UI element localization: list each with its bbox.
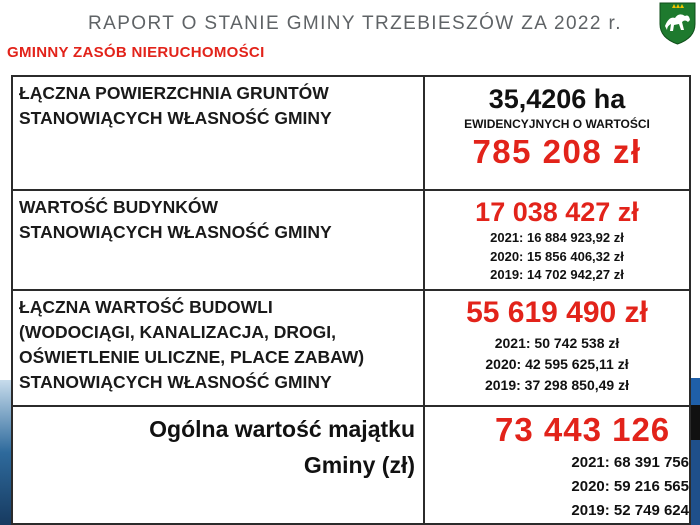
coat-of-arms-icon [655, 0, 700, 45]
history-2019: 2019: 52 749 624 [571, 502, 689, 519]
label-line: WARTOŚĆ BUDYNKÓW [19, 197, 218, 217]
history-2021: 2021: 50 742 538 zł [494, 335, 620, 351]
row-value-cell [424, 190, 690, 290]
label-line: ŁĄCZNA WARTOŚĆ BUDOWLI [19, 297, 273, 317]
section-subtitle: GMINNY ZASÓB NIERUCHOMOŚCI [7, 44, 265, 61]
row-label [12, 290, 424, 406]
structures-value: 55 619 490 zł [466, 296, 648, 329]
label-line: STANOWIĄCYCH WŁASNOŚĆ GMINY [19, 108, 332, 128]
area-caption: EWIDENCYJNYCH O WARTOŚCI [464, 117, 650, 131]
history-2020: 2020: 59 216 565 [571, 478, 689, 495]
row-label [12, 76, 424, 190]
table-row [12, 190, 690, 290]
total-assets-value: 73 443 126 [495, 411, 671, 448]
table-row [12, 406, 690, 524]
row-value-cell [424, 290, 690, 406]
history-2020: 2020: 42 595 625,11 zł [485, 356, 629, 372]
history-2019: 2019: 14 702 942,27 zł [490, 267, 624, 282]
property-table [11, 75, 691, 525]
table-row [12, 290, 690, 406]
history-2019: 2019: 37 298 850,49 zł [484, 377, 629, 393]
label-line: STANOWIĄCYCH WŁASNOŚĆ GMINY [19, 372, 332, 392]
table-row [12, 76, 690, 190]
history-2021: 2021: 68 391 756 [571, 454, 689, 471]
row-label [12, 190, 424, 290]
label-line: ŁĄCZNA POWIERZCHNIA GRUNTÓW [19, 83, 329, 103]
buildings-value: 17 038 427 zł [475, 197, 639, 227]
label-line: OŚWIETLENIE ULICZNE, PLACE ZABAW) [19, 347, 365, 367]
label-line: Ogólna wartość majątku [149, 416, 415, 442]
history-2020: 2020: 15 856 406,32 zł [490, 248, 624, 264]
total-label [12, 406, 424, 524]
history-2021: 2021: 16 884 923,92 zł [490, 230, 624, 245]
label-line: (WODOCIĄGI, KANALIZACJA, DROGI, [19, 322, 336, 342]
land-area: 35,4206 ha [488, 84, 626, 114]
total-value-cell [424, 406, 690, 524]
row-value-cell [424, 76, 690, 190]
land-value: 785 208 zł [472, 133, 642, 170]
right-edge-decoration-dark [690, 405, 700, 445]
report-title: RAPORT O STANIE GMINY TRZEBIESZÓW ZA 2022 r. [88, 13, 622, 34]
label-line: STANOWIĄCYCH WŁASNOŚĆ GMINY [19, 222, 332, 242]
label-line: Gminy (zł) [303, 452, 415, 478]
